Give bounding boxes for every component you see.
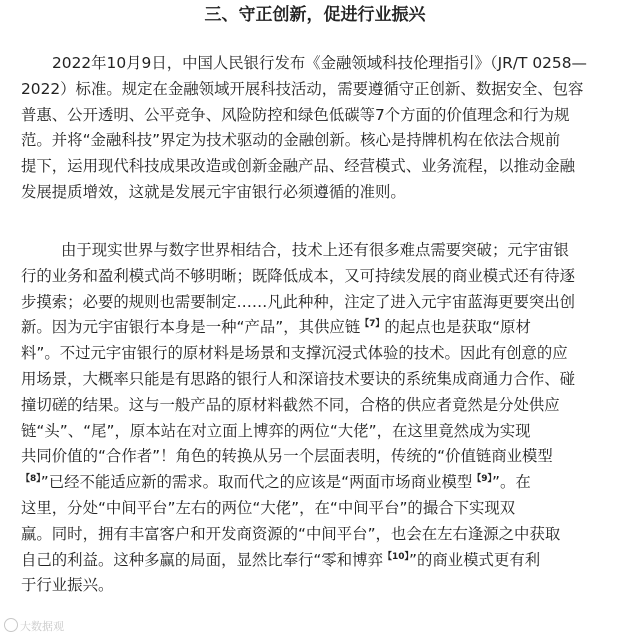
- footnote-ref-7[interactable]: 【7】: [360, 319, 385, 330]
- paragraph-2-line: 用场景，大概率只能是有思路的银行人和深谙技术要诀的系统集成商通力合作、碰: [21, 369, 576, 388]
- footnote-ref-9[interactable]: 【9】: [472, 474, 493, 485]
- paragraph-2-line: 共同价值的“合作者”！角色的转换从另一个层面表明，传统的“价值链商业模型: [21, 447, 553, 466]
- paragraph-1-line: 2022年10月9日，中国人民银行发布《金融领域科技伦理指引》（JR/T 0258—: [52, 54, 587, 72]
- paragraph-2-line: 链“头”、“尾”，原本站在对立面上博弈的两位“大佬”，在这里竟然成为实现: [21, 421, 531, 440]
- paragraph-2-line: 赢。同时，拥有丰富客户和开发商资源的“中间平台”，也会在左右逢源之中获取: [21, 524, 561, 543]
- footnote-ref-8[interactable]: 【8】: [21, 474, 41, 485]
- line-text: ”已经不能适应新的需求。取而代之的应该是“两面市场商业模型: [40, 473, 473, 492]
- paragraph-1-line: 发展提质增效，这就是发展元宇宙银行必须遵循的准则。: [21, 182, 406, 201]
- paragraph-1-line: 范。并将“金融科技”界定为技术驱动的金融创新。核心是持牌机构在依法合规前: [21, 131, 561, 150]
- line-text: 新。因为元宇宙银行本身是一种“产品”，其供应链: [21, 318, 361, 337]
- footnote-ref-10[interactable]: 【10】: [382, 551, 409, 562]
- paragraph-2-line: 这里，分处“中间平台”左右的两位“大佬”，在“中间平台”的撮合下实现双: [21, 498, 516, 517]
- line-text: 的起点也是获取“原材: [384, 318, 531, 337]
- section-heading: 三、守正创新，促进行业振兴: [204, 5, 426, 25]
- paragraph-2-line: [21, 315, 603, 341]
- paragraph-2-line: 行的业务和盈利模式尚不够明晰；既降低成本，又可持续发展的商业模式还有待逐: [21, 266, 576, 285]
- paragraph-1-line: 2022）标准。规定在金融领域开展科技活动，需要遵循守正创新、数据安全、包容: [21, 79, 584, 98]
- watermark: [4, 618, 64, 634]
- line-text: ”。在: [492, 473, 531, 492]
- paragraph-1-line: 提下，运用现代科技成果改造或创新金融产品、经营模式、业务流程，以推动金融: [21, 157, 576, 176]
- paragraph-2-line: 料”。不过元宇宙银行的原材料是场景和支撑沉浸式体验的技术。因此有创意的应: [21, 344, 568, 363]
- watermark-text: 大数据观: [20, 620, 64, 633]
- paragraph-2-line: 由于现实世界与数字世界相结合，技术上还有很多难点需要突破；元宇宙银: [61, 241, 569, 259]
- paragraph-2-line: 步摸索；必要的规则也需要制定……凡此种种，注定了进入元宇宙蓝海更要突出创: [21, 292, 576, 311]
- watermark-logo-icon: [4, 618, 18, 632]
- paragraph-2-line: [21, 470, 603, 496]
- paragraph-1: [21, 51, 603, 206]
- paragraph-1-line: 普惠、公开透明、公平竞争、风险防控和绿色低碳等7个方面的价值理念和行为规: [21, 105, 570, 124]
- paragraph-2-line: [21, 548, 603, 574]
- paragraph-2: [21, 238, 603, 599]
- line-text: ”的商业模式更有利: [409, 550, 541, 569]
- paragraph-2-line: 撞切磋的结果。这与一般产品的原材料截然不同，合格的供应者竟然是分处供应: [21, 395, 560, 414]
- paragraph-2-line: 于行业振兴。: [21, 576, 114, 595]
- line-text: 自己的利益。这种多赢的局面，显然比奉行“零和博弈: [21, 550, 383, 569]
